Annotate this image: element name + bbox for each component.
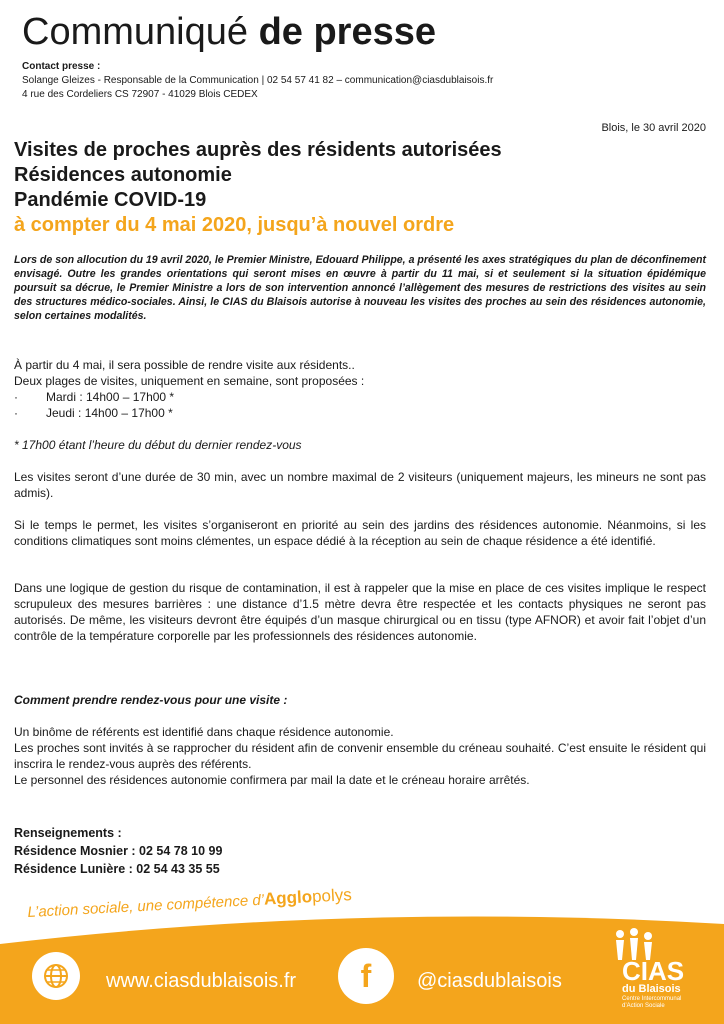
paragraph-duration: Les visites seront d’une durée de 30 min, avec un nombre maximal de 2 visiteurs (uniquement majeurs, les mineurs ne sont pas admis). <box>14 470 706 500</box>
paragraph-location: Si le temps le permet, les visites s’organiseront en priorité au sein des jardins des résidences autonomie. Néanmoins, si les conditions climatiques sont moins clémentes, un espace dédié à la réception au sein de chaque résidence a été identifié. <box>14 518 706 548</box>
slot-tuesday: Mardi : 14h00 – 17h00 * <box>46 390 175 404</box>
p5-line2: Les proches sont invités à se rapprocher du résident afin de convenir ensemble du créneau souhaité. C’est ensuite le résident qui inscrira le rendez-vous auprès des référents. <box>14 741 706 771</box>
paragraph-appointment <box>14 724 706 788</box>
list-item <box>14 389 706 405</box>
intro-paragraph: Lors de son allocution du 19 avril 2020, le Premier Ministre, Edouard Philippe, a présenté les axes stratégiques du plan de déconfinement envisagé. Outre les grandes orientations qui seront mises en œuvre à partir du 11 mai, si et seulement si la situation épidémique poursuit sa décrue, le Premier Ministre a lors de son intervention annoncé l’allègement des mesures de restrictions des visites au sein des structures médico-sociales. Ainsi, le CIAS du Blaisois autorise à nouveau les visites des proches au sein des résidences autonomie, selon certaines modalités. <box>14 254 706 322</box>
facebook-icon[interactable]: f <box>338 948 394 1004</box>
headline-1: Visites de proches auprès des résidents autorisées <box>14 139 502 161</box>
headline-3: Pandémie COVID-19 <box>14 189 207 211</box>
page-title <box>22 10 436 54</box>
info-block <box>14 824 222 878</box>
headlines <box>14 138 502 238</box>
residence-luniere: Résidence Lunière : 02 54 43 35 55 <box>14 862 220 876</box>
globe-icon[interactable] <box>32 952 80 1000</box>
paragraph-barriers: Dans une logique de gestion du risque de contamination, il est à rappeler que la mise en place de ces visites implique le respect scrupuleux des mesures barrières : une distance d’1.5 mètre devra être respectée et les contacts physiques ne seront pas autorisés. De même, les visiteurs devront être équipés d’un masque chirurgical ou en tissu (type AFNOR) et avoir fait l’objet d’un contrôle de la température corporelle par les professionnels des résidences autonomie. <box>14 581 706 643</box>
p5-line1: Un binôme de référents est identifié dans chaque résidence autonomie. <box>14 725 394 739</box>
slogan-brand-polys: polys <box>311 885 353 907</box>
list-item <box>14 405 706 421</box>
headline-4: à compter du 4 mai 2020, jusqu’à nouvel ordre <box>14 214 455 236</box>
contact-block <box>22 60 493 102</box>
website-link[interactable]: www.ciasdublaisois.fr <box>106 970 297 992</box>
contact-line2: 4 rue des Cordeliers CS 72907 - 41029 Blois CEDEX <box>22 89 258 100</box>
info-label: Renseignements : <box>14 826 122 840</box>
facebook-link[interactable]: @ciasdublaisois <box>417 970 562 992</box>
title-part1: Communiqué <box>22 11 259 53</box>
visit-schedule <box>14 357 706 421</box>
p5-line3: Le personnel des résidences autonomie confirmera par mail la date et le créneau horaire arrêtés. <box>14 773 530 787</box>
residence-mosnier: Résidence Mosnier : 02 54 78 10 99 <box>14 844 223 858</box>
p1-line1: À partir du 4 mai, il sera possible de rendre visite aux résidents.. <box>14 358 355 372</box>
footnote: * 17h00 étant l’heure du début du dernier rendez-vous <box>14 438 302 452</box>
slogan-text: L’action sociale, une compétence d’ <box>27 891 265 922</box>
headline-2: Résidences autonomie <box>14 164 232 186</box>
bullet: · <box>14 406 18 420</box>
date: Blois, le 30 avril 2020 <box>601 122 706 134</box>
howto-heading: Comment prendre rendez-vous pour une visite : <box>14 693 288 707</box>
bullet: · <box>14 390 18 404</box>
contact-line1: Solange Gleizes - Responsable de la Communication | 02 54 57 41 82 – communication@ciasdublaisois.fr <box>22 75 494 86</box>
logo-title: CIAS <box>622 956 685 986</box>
contact-label: Contact presse : <box>22 61 101 72</box>
logo-small-text: Centre Intercommunal d’Action Sociale <box>622 996 682 1009</box>
title-part2: de presse <box>258 11 437 53</box>
p1-line2: Deux plages de visites, uniquement en semaine, sont proposées : <box>14 374 365 388</box>
slot-thursday: Jeudi : 14h00 – 17h00 * <box>46 406 173 420</box>
slogan-brand-agglo: Agglo <box>263 887 313 909</box>
logo-subtitle: du Blaisois <box>622 983 681 995</box>
